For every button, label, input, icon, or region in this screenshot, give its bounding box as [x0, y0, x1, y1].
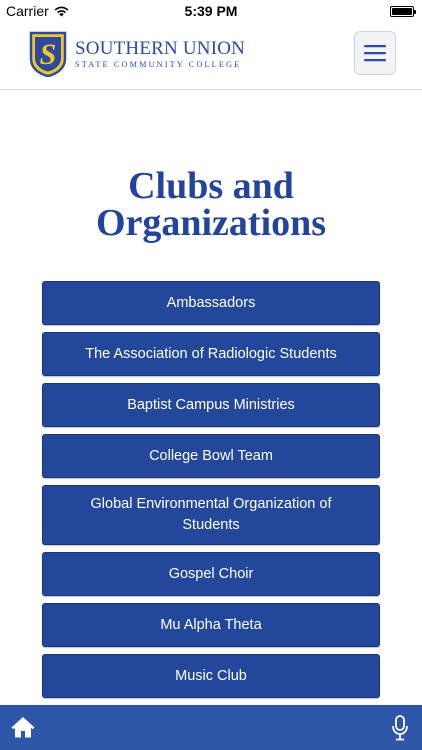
microphone-icon[interactable]: [391, 715, 409, 741]
home-icon[interactable]: [10, 715, 36, 739]
club-button-baptist-campus-ministries[interactable]: Baptist Campus Ministries: [42, 383, 380, 427]
status-bar: [0, 0, 422, 22]
bottom-toolbar: [0, 705, 422, 750]
clubs-list: [42, 281, 380, 705]
hamburger-menu-icon: [364, 44, 386, 62]
app-header: [0, 22, 422, 90]
club-button-mu-alpha-theta[interactable]: Mu Alpha Theta: [42, 603, 380, 647]
college-name: SOUTHERN UNION: [75, 37, 246, 59]
logo-emblem-letter: S: [39, 38, 57, 71]
college-subtitle: STATE COMMUNITY COLLEGE: [75, 59, 242, 69]
battery-icon: [390, 6, 414, 17]
club-button-radiologic-students[interactable]: The Association of Radiologic Students: [42, 332, 380, 376]
college-logo[interactable]: [28, 31, 245, 77]
status-time: 5:39 PM: [184, 3, 238, 19]
club-button-ambassadors[interactable]: Ambassadors: [42, 281, 380, 325]
carrier-label: Carrier: [6, 3, 49, 19]
club-button-global-environmental-organization[interactable]: Global Environmental Organization of Students: [42, 485, 380, 545]
page-title-line2: Organizations: [95, 202, 327, 244]
college-shield-icon: [28, 31, 68, 77]
club-button-gospel-choir[interactable]: Gospel Choir: [42, 552, 380, 596]
page-title: [0, 165, 422, 244]
club-button-college-bowl-team[interactable]: College Bowl Team: [42, 434, 380, 478]
menu-button[interactable]: [354, 31, 396, 75]
battery-level: [392, 8, 412, 15]
page-title-line1: Clubs and: [128, 165, 294, 207]
club-button-music-club[interactable]: Music Club: [42, 654, 380, 698]
logo-text: [75, 39, 245, 69]
